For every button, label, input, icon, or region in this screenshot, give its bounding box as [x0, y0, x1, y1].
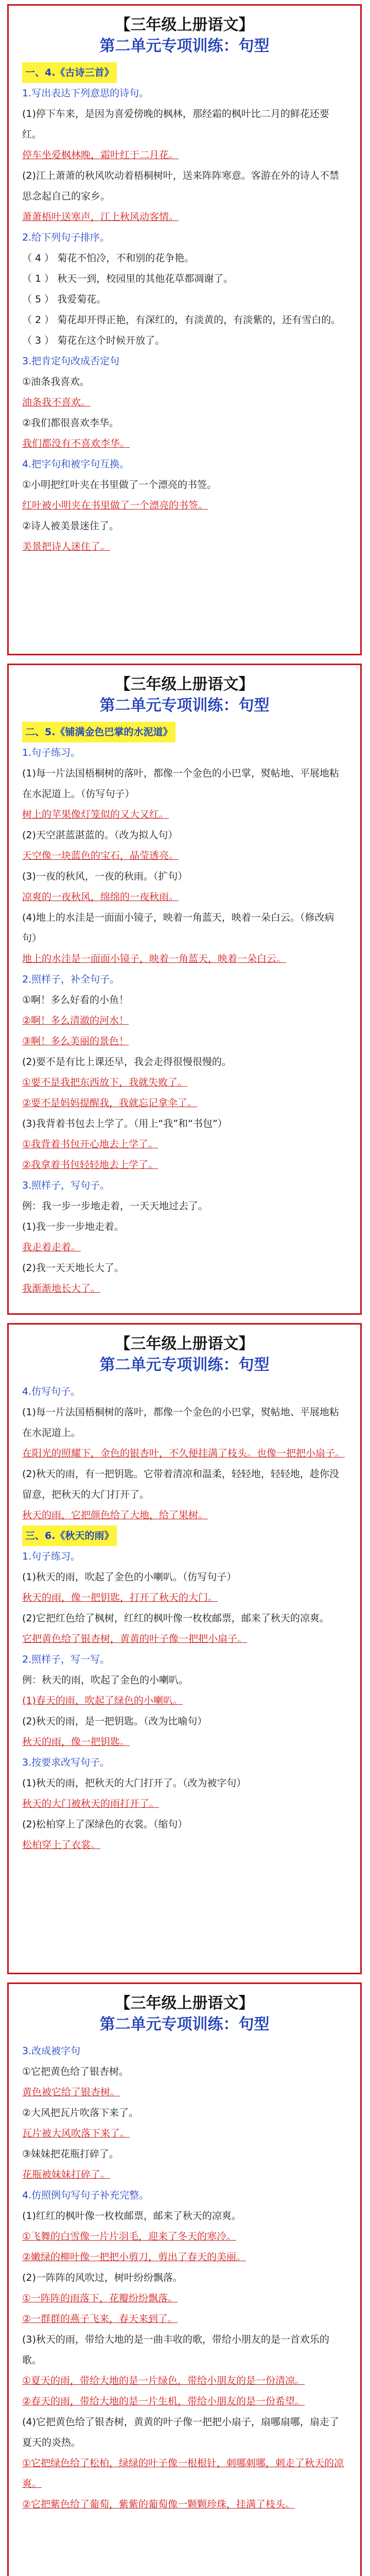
page-content [22, 62, 347, 557]
answer-text: 秋天的雨，它把颜色给了大地，给了果树。 [22, 1510, 208, 1521]
answer-text: ②它把紫色给了葡萄，紫紫的葡萄像一颗颗珍珠，挂满了枝头。 [22, 2499, 295, 2510]
answer-line [22, 1093, 347, 1113]
answer-line [22, 2391, 347, 2412]
answer-text: 瓦片被大风吹落下来了。 [22, 2128, 130, 2139]
answer-line [22, 887, 347, 907]
page-subtitle: 第二单元专项训练：句型 [99, 2015, 270, 2033]
body-line: (2)秋天的雨，有一把钥匙。它带着清凉和温柔，轻轻地，轻轻地，趁你没留意，把秋天的大门打开了。 [22, 1468, 339, 1500]
answer-text: ②我拿着书包轻轻地去上学了。 [22, 1159, 158, 1171]
body-line: (2)天空湛蓝湛蓝的。（改为拟人句） [22, 829, 178, 841]
page-header [22, 1993, 347, 2036]
answer-line [22, 1443, 347, 1464]
answer-line [22, 1237, 347, 1258]
page-title: 【三年级上册语文】 [115, 675, 254, 693]
answer-text: (1)春天的雨，吹起了绿色的小喇叭。 [22, 1695, 183, 1706]
body-line: (2)一阵阵的风吹过，树叶纷纷飘落。 [22, 2272, 183, 2283]
answer-text: 秋天的雨，像一把钥匙。 [22, 1736, 130, 1748]
question-prompt: 3.照样子，写句子。 [22, 1180, 110, 1191]
question-prompt: 1.写出表达下列意思的诗句。 [22, 88, 149, 99]
answer-text: ②啊！多么清澈的河水！ [22, 1015, 129, 1026]
section-heading [22, 62, 347, 83]
answer-text: ②一群群的燕子飞来，春天来到了。 [22, 2313, 178, 2325]
question-prompt: 4.把字句和被字句互换。 [22, 459, 130, 470]
page-subtitle: 第二单元专项训练：句型 [99, 697, 270, 715]
section-heading-label: 一、4.《古诗三首》 [22, 62, 117, 83]
page-subtitle: 第二单元专项训练：句型 [99, 37, 270, 55]
question-prompt: 2.照样子，补全句子。 [22, 974, 120, 985]
question-prompt: 2.给下列句子排序。 [22, 232, 110, 243]
section-heading [22, 722, 347, 742]
answer-line [22, 2494, 347, 2515]
body-line: (3)一夜的秋风，一夜的秋雨。（扩句） [22, 871, 188, 882]
answer-line [22, 2247, 347, 2267]
answer-text: 停车坐爱枫林晚，霜叶红于二月花。 [22, 149, 179, 161]
body-line: ②我们都很喜欢李华。 [22, 417, 119, 429]
answer-line [22, 1793, 347, 1814]
worksheet-page [7, 1323, 362, 1974]
answer-line [22, 2082, 347, 2103]
body-line: (1)我一步一步地走着。 [22, 1221, 124, 1232]
answer-text: ③啊！多么美丽的景色！ [22, 1036, 129, 1047]
answer-text: 花瓶被妹妹打碎了。 [22, 2169, 111, 2180]
answer-text: 美景把诗人迷住了。 [22, 541, 111, 552]
body-line: (2)江上萧萧的秋风吹动着梧桐树叶，送来阵阵寒意。客游在外的诗人不禁思念起自己的家乡。 [22, 170, 339, 202]
page-title: 【三年级上册语文】 [115, 1994, 254, 2012]
answer-text: 在阳光的照耀下，金色的银杏叶，不久便挂满了枝头。也像一把把小扇子。 [22, 1448, 345, 1459]
answer-line [22, 145, 347, 165]
answer-text: 我走着走着。 [22, 1242, 81, 1253]
body-line: （ 2 ） 菊花却开得正艳，有深红的，有淡黄的，有淡紫的，还有雪白的。 [22, 314, 341, 326]
answer-text: 天空像一块蓝色的宝石，晶莹透亮。 [22, 850, 179, 861]
page-header [22, 15, 347, 57]
body-line: ①油条我喜欢。 [22, 376, 90, 387]
question-prompt: 2.照样子，写一写。 [22, 1654, 110, 1665]
page-header [22, 1334, 347, 1376]
body-line: ①小明把红叶夹在书里做了一个漂亮的书签。 [22, 479, 217, 490]
page-subtitle: 第二单元专项训练：句型 [99, 1356, 270, 1374]
answer-text: 凉爽的一夜秋风，绵绵的一夜秋雨。 [22, 891, 179, 903]
section-heading [22, 1526, 347, 1546]
body-line: 例：秋天的雨，吹起了金色的小喇叭。 [22, 1674, 189, 1686]
answer-text: ②要不是妈妈提醒我，我就忘记拿伞了。 [22, 1097, 198, 1109]
answer-text: 秋天的大门被秋天的雨打开了。 [22, 1798, 160, 1809]
answer-line [22, 1278, 347, 1299]
answer-line [22, 2453, 347, 2494]
answer-text: 红叶被小明夹在书里做了一个漂亮的书签。 [22, 500, 208, 511]
question-prompt: 4.仿照例句写句子补充完整。 [22, 2190, 149, 2201]
answer-text: ①飞舞的白雪像一片片羽毛，迎来了冬天的寒冷。 [22, 2231, 237, 2242]
answer-text: 我们都没有不喜欢李华。 [22, 438, 130, 449]
body-line: (1)停下车来，是因为喜爱傍晚的枫林，那经霜的枫叶比二月的鲜花还要红。 [22, 108, 329, 140]
section-heading-label: 三、6.《秋天的雨》 [22, 1526, 117, 1546]
answer-text: ①它把绿色给了松柏，绿绿的叶子像一根根针，刺哪刺哪，刺走了秋天的凉爽。 [22, 2458, 344, 2489]
body-line: (3)我背着书包去上学了。（用上“我”和“书包”） [22, 1118, 227, 1129]
body-line: ①啊！多么好看的小鱼！ [22, 994, 129, 1006]
answer-line [22, 2226, 347, 2247]
answer-line [22, 2123, 347, 2144]
question-prompt: 1.句子练习。 [22, 1551, 81, 1562]
answer-line [22, 392, 347, 413]
answer-text: 秋天的雨，像一把钥匙，打开了秋天的大门。 [22, 1592, 218, 1603]
body-line: (2)松柏穿上了深绿色的衣裳。（缩句） [22, 1819, 188, 1830]
body-line: (1)秋天的雨，把秋天的大门打开了。（改为被字句） [22, 1777, 246, 1789]
answer-line [22, 1010, 347, 1031]
worksheet-page [7, 4, 362, 655]
answer-line [22, 207, 347, 227]
document [0, 4, 370, 2576]
body-line: (2)我一天天地长大了。 [22, 1262, 124, 1274]
body-line: (3)秋天的雨，带给大地的是一曲丰收的歌，带给小朋友的是一首欢乐的歌。 [22, 2334, 329, 2366]
body-line: ②大风把瓦片吹落下来了。 [22, 2107, 139, 2119]
answer-line [22, 2288, 347, 2309]
question-prompt: 1.句子练习。 [22, 747, 81, 758]
body-line: (2)秋天的雨，是一把钥匙。（改为比喻句） [22, 1716, 207, 1727]
answer-text: 我渐渐地长大了。 [22, 1283, 101, 1294]
body-line: ①它把黄色给了银杏树。 [22, 2066, 129, 2077]
answer-line [22, 1629, 347, 1649]
answer-line [22, 948, 347, 969]
answer-line [22, 1134, 347, 1155]
answer-text: ①一阵阵的雨落下，花瓣纷纷飘落。 [22, 2293, 178, 2304]
body-line: (2)要不是有比上课还早，我会走得很慢很慢的。 [22, 1056, 232, 1067]
page-title: 【三年级上册语文】 [115, 1335, 254, 1353]
body-line: (1)红红的枫叶像一枚枚邮票，邮来了秋天的凉爽。 [22, 2210, 241, 2222]
question-prompt: 3.按要求改写句子。 [22, 1757, 110, 1768]
body-line: ③妹妹把花瓶打碎了。 [22, 2148, 119, 2160]
page-title: 【三年级上册语文】 [115, 16, 254, 34]
page-content [22, 722, 347, 1299]
body-line: 例：我一步一步地走着，一天天地过去了。 [22, 1200, 208, 1212]
answer-text: 树上的苹果像灯笼似的又大又红。 [22, 809, 169, 820]
body-line: (1)秋天的雨，吹起了金色的小喇叭。（仿写句子） [22, 1571, 237, 1583]
answer-line [22, 2370, 347, 2391]
page-header [22, 674, 347, 717]
answer-line [22, 1072, 347, 1093]
body-line: （ 5 ） 我爱菊花。 [22, 294, 107, 305]
answer-text: ①夏天的雨，带给大地的是一片绿色，带给小朋友的是一份清凉。 [22, 2375, 305, 2386]
section-heading-label: 二、5.《铺满金色巴掌的水泥道》 [22, 722, 175, 742]
answer-text: 松柏穿上了衣裳。 [22, 1839, 101, 1851]
question-prompt: 3.改成被字句 [22, 2045, 81, 2057]
answer-text: ①要不是我把东西放下，我就失败了。 [22, 1077, 188, 1088]
answer-text: 油条我不喜欢。 [22, 397, 91, 408]
answer-line [22, 2164, 347, 2185]
answer-line [22, 1505, 347, 1526]
page-content [22, 2041, 347, 2515]
answer-line [22, 845, 347, 866]
answer-line [22, 1690, 347, 1711]
body-line: （ 3 ） 菊花在这个时候开放了。 [22, 335, 165, 346]
answer-line [22, 804, 347, 825]
body-line: (1)每一片法国梧桐树的落叶，都像一个金色的小巴掌，熨帖地、平展地粘在水泥道上。（仿写句子） [22, 768, 339, 800]
body-line: （ 4 ） 菊花不怕冷，不和别的花争艳。 [22, 252, 195, 264]
body-line: （ 1 ） 秋天一到，校园里的其他花草都凋谢了。 [22, 273, 234, 284]
body-line: (1)每一片法国梧桐树的落叶，都像一个金色的小巴掌，熨帖地、平展地粘在水泥道上。 [22, 1406, 339, 1438]
body-line: (4)它把黄色给了银杏树，黄黄的叶子像一把把小扇子，扇哪扇哪，扇走了夏天的炎热。 [22, 2416, 339, 2448]
answer-line [22, 1155, 347, 1175]
answer-line [22, 1732, 347, 1752]
answer-text: 它把黄色给了银杏树，黄黄的叶子像一把把小扇子。 [22, 1633, 248, 1645]
answer-line [22, 433, 347, 454]
answer-text: ②春天的雨，带给大地的是一片生机，带给小朋友的是一份希望。 [22, 2396, 305, 2407]
answer-line [22, 1587, 347, 1608]
body-line: (2)它把红色给了枫树，红红的枫叶像一枚枚邮票，邮来了秋天的凉爽。 [22, 1613, 329, 1624]
answer-line [22, 1031, 347, 1052]
answer-text: 黄色被它给了银杏树。 [22, 2087, 120, 2098]
worksheet-page [7, 1982, 362, 2576]
question-prompt: 4.仿写句子。 [22, 1386, 81, 1397]
worksheet-page [7, 664, 362, 1315]
question-prompt: 3.把肯定句改成否定句 [22, 355, 120, 367]
body-line: (4)地上的水洼是一面面小镜子，映着一角蓝天，映着一朵白云。（修改病句） [22, 912, 334, 944]
answer-text: 萧萧梧叶送寒声，江上秋风动客情。 [22, 211, 179, 223]
answer-text: ②嫩绿的柳叶像一把把小剪刀，剪出了春天的美丽。 [22, 2251, 246, 2263]
answer-line [22, 1835, 347, 1855]
answer-line [22, 2309, 347, 2329]
answer-text: 地上的水洼是一面面小镜子，映着一角蓝天，映着一朵白云。 [22, 953, 287, 964]
body-line: ②诗人被美景迷住了。 [22, 520, 119, 532]
answer-line [22, 536, 347, 557]
page-content [22, 1381, 347, 1855]
answer-text: ①我背着书包开心地去上学了。 [22, 1139, 158, 1150]
answer-line [22, 495, 347, 516]
